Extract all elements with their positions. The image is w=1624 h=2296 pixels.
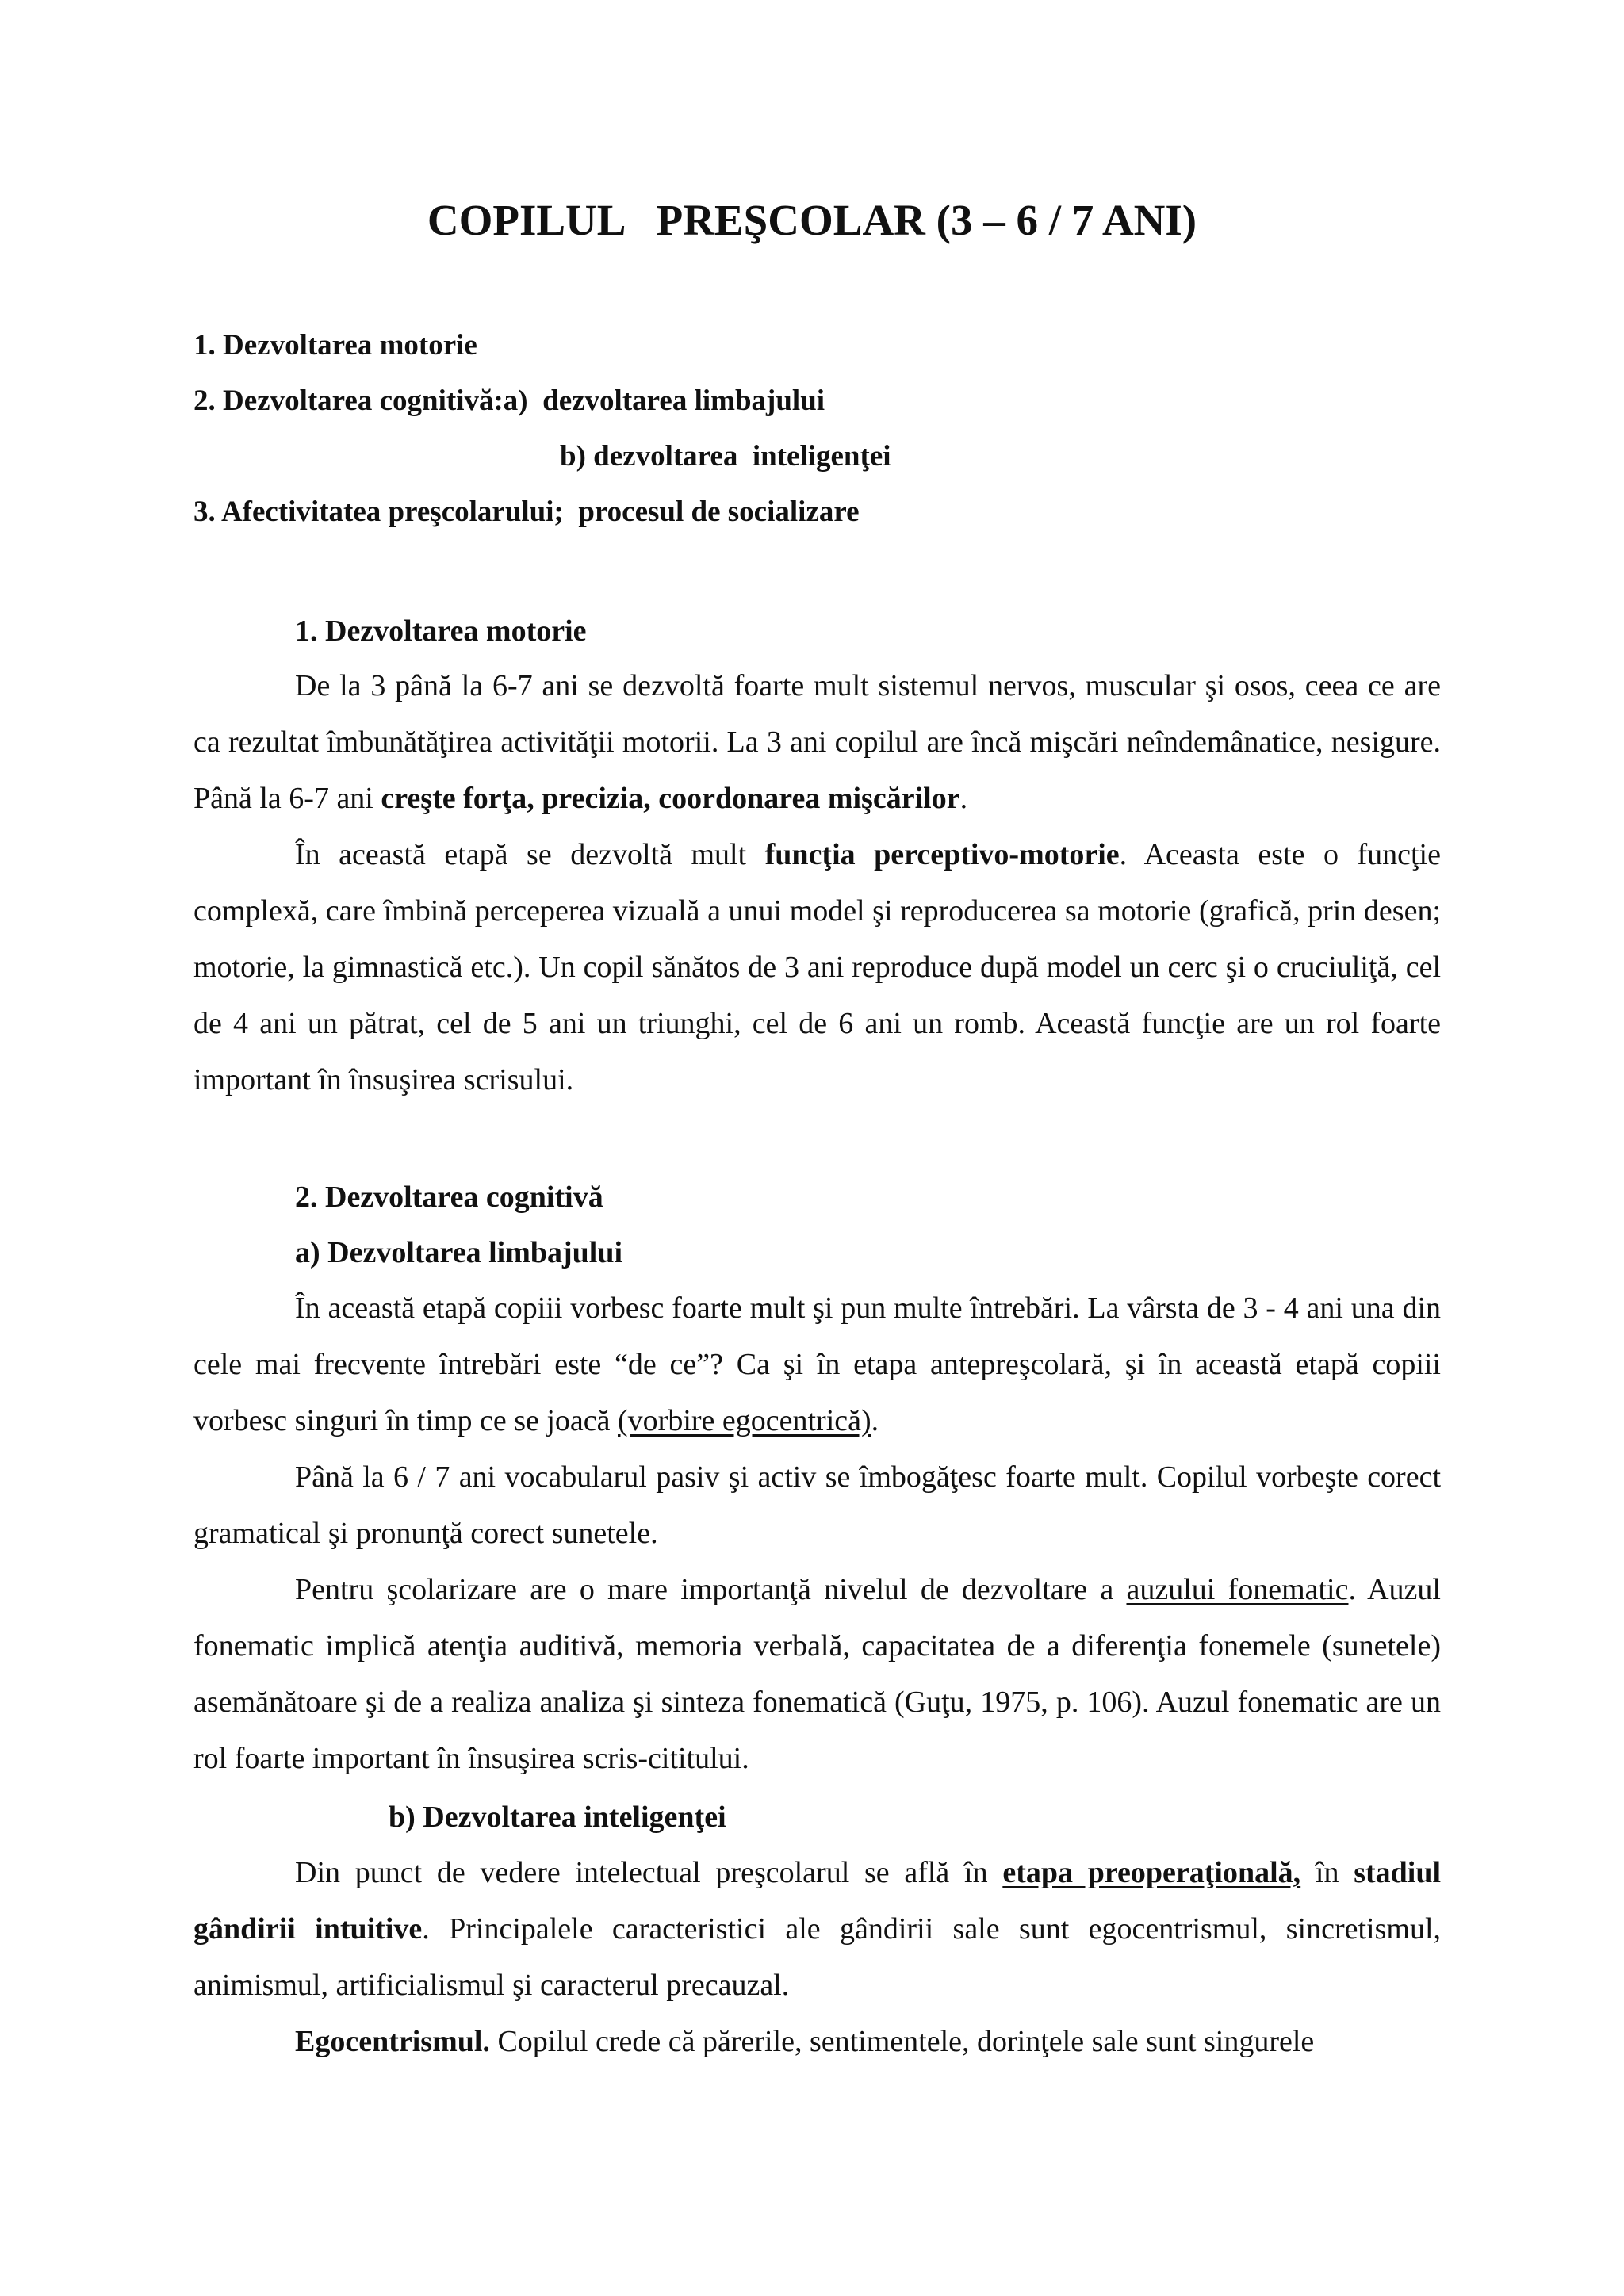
toc-item-3: 3. Afectivitatea preşcolarului; procesul de socializare <box>193 496 860 528</box>
section2b-paragraph-1: Din punct de vedere intelectual preşcolarul se află în etapa preoperaţională, în stadiul gândirii intuitive. Principalele caracteristici ale gândirii sale sunt egocentrismul, sincretismul, animismul, artificialismul şi caracterul precauzal. <box>193 1856 1442 2002</box>
section1-body <box>193 658 1441 1108</box>
toc-item-2b: b) dezvoltarea inteligenţei <box>560 440 891 473</box>
bold-phrase: stadiul gândirii intuitive <box>193 1856 1442 1946</box>
underlined-phrase: auzului fonematic <box>1126 1573 1349 1606</box>
toc-item-2: 2. Dezvoltarea cognitivă:a) dezvoltarea limbajului <box>193 385 825 417</box>
table-of-contents <box>193 325 891 547</box>
section2-heading: 2. Dezvoltarea cognitivă <box>295 1181 603 1214</box>
bold-phrase: creşte forţa, precizia, coordonarea mişcărilor <box>381 782 960 815</box>
section2b-heading: b) Dezvoltarea inteligenţei <box>389 1800 726 1834</box>
underlined-phrase: (vorbire egocentrică) <box>618 1404 871 1437</box>
section2a-heading: a) Dezvoltarea limbajului <box>295 1236 623 1269</box>
section2a-paragraph-1: În această etapă copiii vorbesc foarte mult şi pun multe întrebări. La vârsta de 3 - 4 ani una din cele mai frecvente întrebări este “de ce”? Ca şi în etapa antepreşcolară, şi în această etapă copiii vorbesc singuri în timp ce se joacă (vorbire egocentrică). <box>193 1292 1441 1437</box>
toc-item-1: 1. Dezvoltarea motorie <box>193 329 477 362</box>
bold-phrase: funcţia perceptivo-motorie <box>764 838 1120 871</box>
section1-paragraph-2: În această etapă se dezvoltă mult funcţia perceptivo-motorie. Aceasta este o funcţie complexă, care îmbină perceperea vizuală a unui model şi reproducerea sa motorie (grafică, prin desen; motorie, la gimnastică etc.). Un copil sănătos de 3 ani reproduce după model un cerc şi o cruciuliţă, cel de 4 ani un pătrat, cel de 5 ani un triunghi, cel de 6 ani un romb. Această funcţie are un rol foarte important în însuşirea scrisului. <box>193 838 1441 1096</box>
section2b-body <box>193 1845 1441 2070</box>
bold-phrase: Egocentrismul. <box>295 2025 490 2058</box>
section1-paragraph-1: De la 3 până la 6-7 ani se dezvoltă foarte mult sistemul nervos, muscular şi osos, ceea ce are ca rezultat îmbunătăţirea activităţii motorii. La 3 ani copilul are încă mişcări neîndemânatice, nesigure. Până la 6-7 ani creşte forţa, precizia, coordonarea mişcărilor. <box>193 669 1441 815</box>
section2a-paragraph-3: Pentru şcolarizare are o mare importanţă nivelul de dezvoltare a auzului fonematic. Auzul fonematic implică atenţia auditivă, memoria verbală, capacitatea de a diferenţia fonemele (sunetele) asemănătoare şi de a realiza analiza şi sinteza fonematică (Guţu, 1975, p. 106). Auzul fonematic are un rol foarte important în însuşirea scris-cititului. <box>193 1573 1441 1775</box>
bold-underlined-phrase: etapa preoperaţională, <box>1002 1856 1301 1889</box>
page-title: COPILUL PREŞCOLAR (3 – 6 / 7 ANI) <box>427 196 1197 244</box>
section2a-body <box>193 1280 1441 1787</box>
section2a-paragraph-2: Până la 6 / 7 ani vocabularul pasiv şi activ se îmbogăţesc foarte mult. Copilul vorbeşte corect gramatical şi pronunţă corect sunetele. <box>193 1460 1441 1550</box>
section1-heading: 1. Dezvoltarea motorie <box>295 614 587 648</box>
section2b-paragraph-2: Egocentrismul. Copilul crede că părerile, sentimentele, dorinţele sale sunt singurele <box>295 2025 1315 2058</box>
